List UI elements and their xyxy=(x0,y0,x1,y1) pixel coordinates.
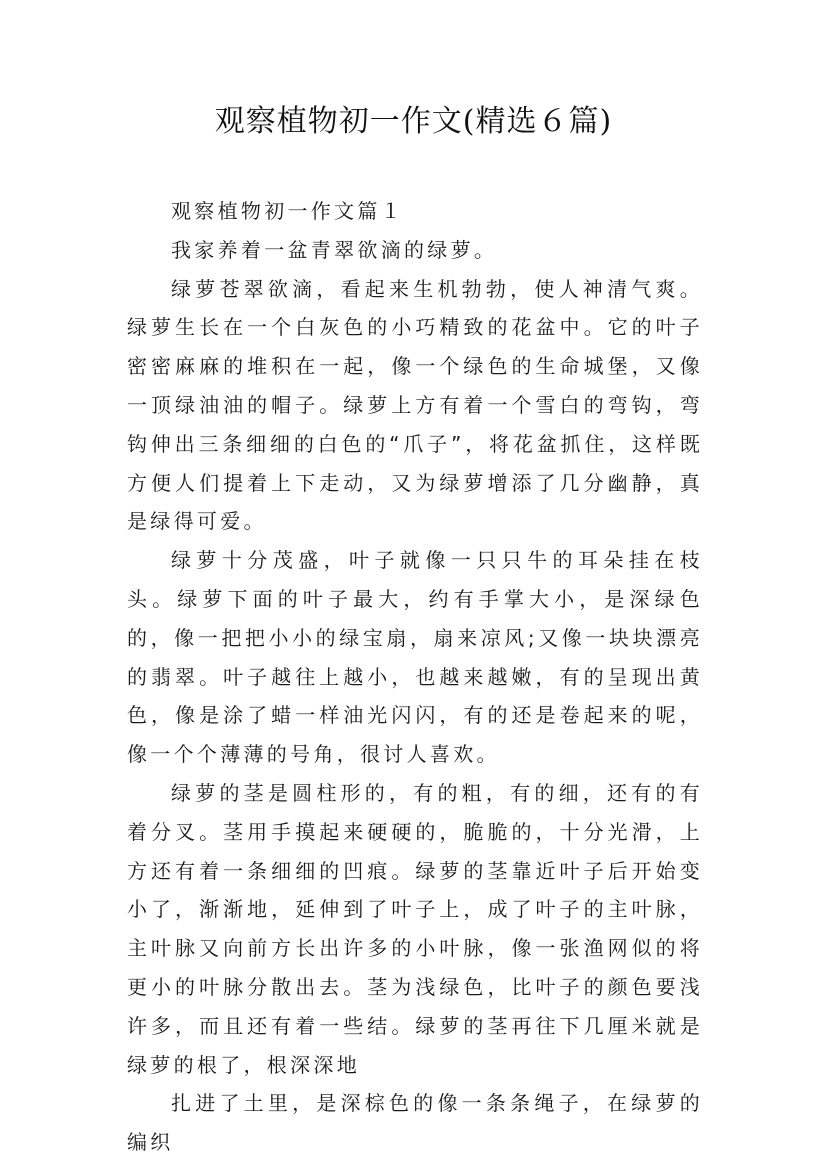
paragraph: 绿萝十分茂盛，叶子就像一只只牛的耳朵挂在枝头。绿萝下面的叶子最大，约有手掌大小，是深绿色的，像一把把小小的绿宝扇，扇来凉风;又像一块块漂亮的翡翠。叶子越往上越小，也越来越嫩，有的呈现出黄色，像是涂了蜡一样油光闪闪，有的还是卷起来的呢，像一个个薄薄的号角，很讨人喜欢。 xyxy=(127,548,703,767)
paragraph: 我家养着一盆青翠欲滴的绿萝。 xyxy=(171,237,498,262)
section-heading: 观察植物初一作文篇１ xyxy=(171,199,404,223)
document-title: 观察植物初一作文(精选６篇) xyxy=(214,104,613,139)
paragraph: 扎进了土里，是深棕色的像一条条绳子，在绿萝的编织 xyxy=(127,1091,703,1155)
paragraph: 绿萝的茎是圆柱形的，有的粗，有的细，还有的有着分叉。茎用手摸起来硬硬的，脆脆的，十分光滑，上方还有着一条细细的凹痕。绿萝的茎靠近叶子后开始变小了，渐渐地，延伸到了叶子上，成了叶子的主叶脉，主叶脉又向前方长出许多的小叶脉，像一张渔网似的将更小的叶脉分散出去。茎为浅绿色，比叶子的颜色要浅许多，而且还有着一些结。绿萝的茎再往下几厘米就是绿萝的根了，根深深地 xyxy=(127,780,703,1077)
paragraph: 绿萝苍翠欲滴，看起来生机勃勃，使人神清气爽。绿萝生长在一个白灰色的小巧精致的花盆中。它的叶子密密麻麻的堆积在一起，像一个绿色的生命城堡，又像一顶绿油油的帽子。绿萝上方有着一个雪白的弯钩，弯钩伸出三条细细的白色的“爪子”，将花盆抓住，这样既方便人们提着上下走动，又为绿萝增添了几分幽静，真是绿得可爱。 xyxy=(127,276,703,534)
document-body xyxy=(127,192,703,1162)
